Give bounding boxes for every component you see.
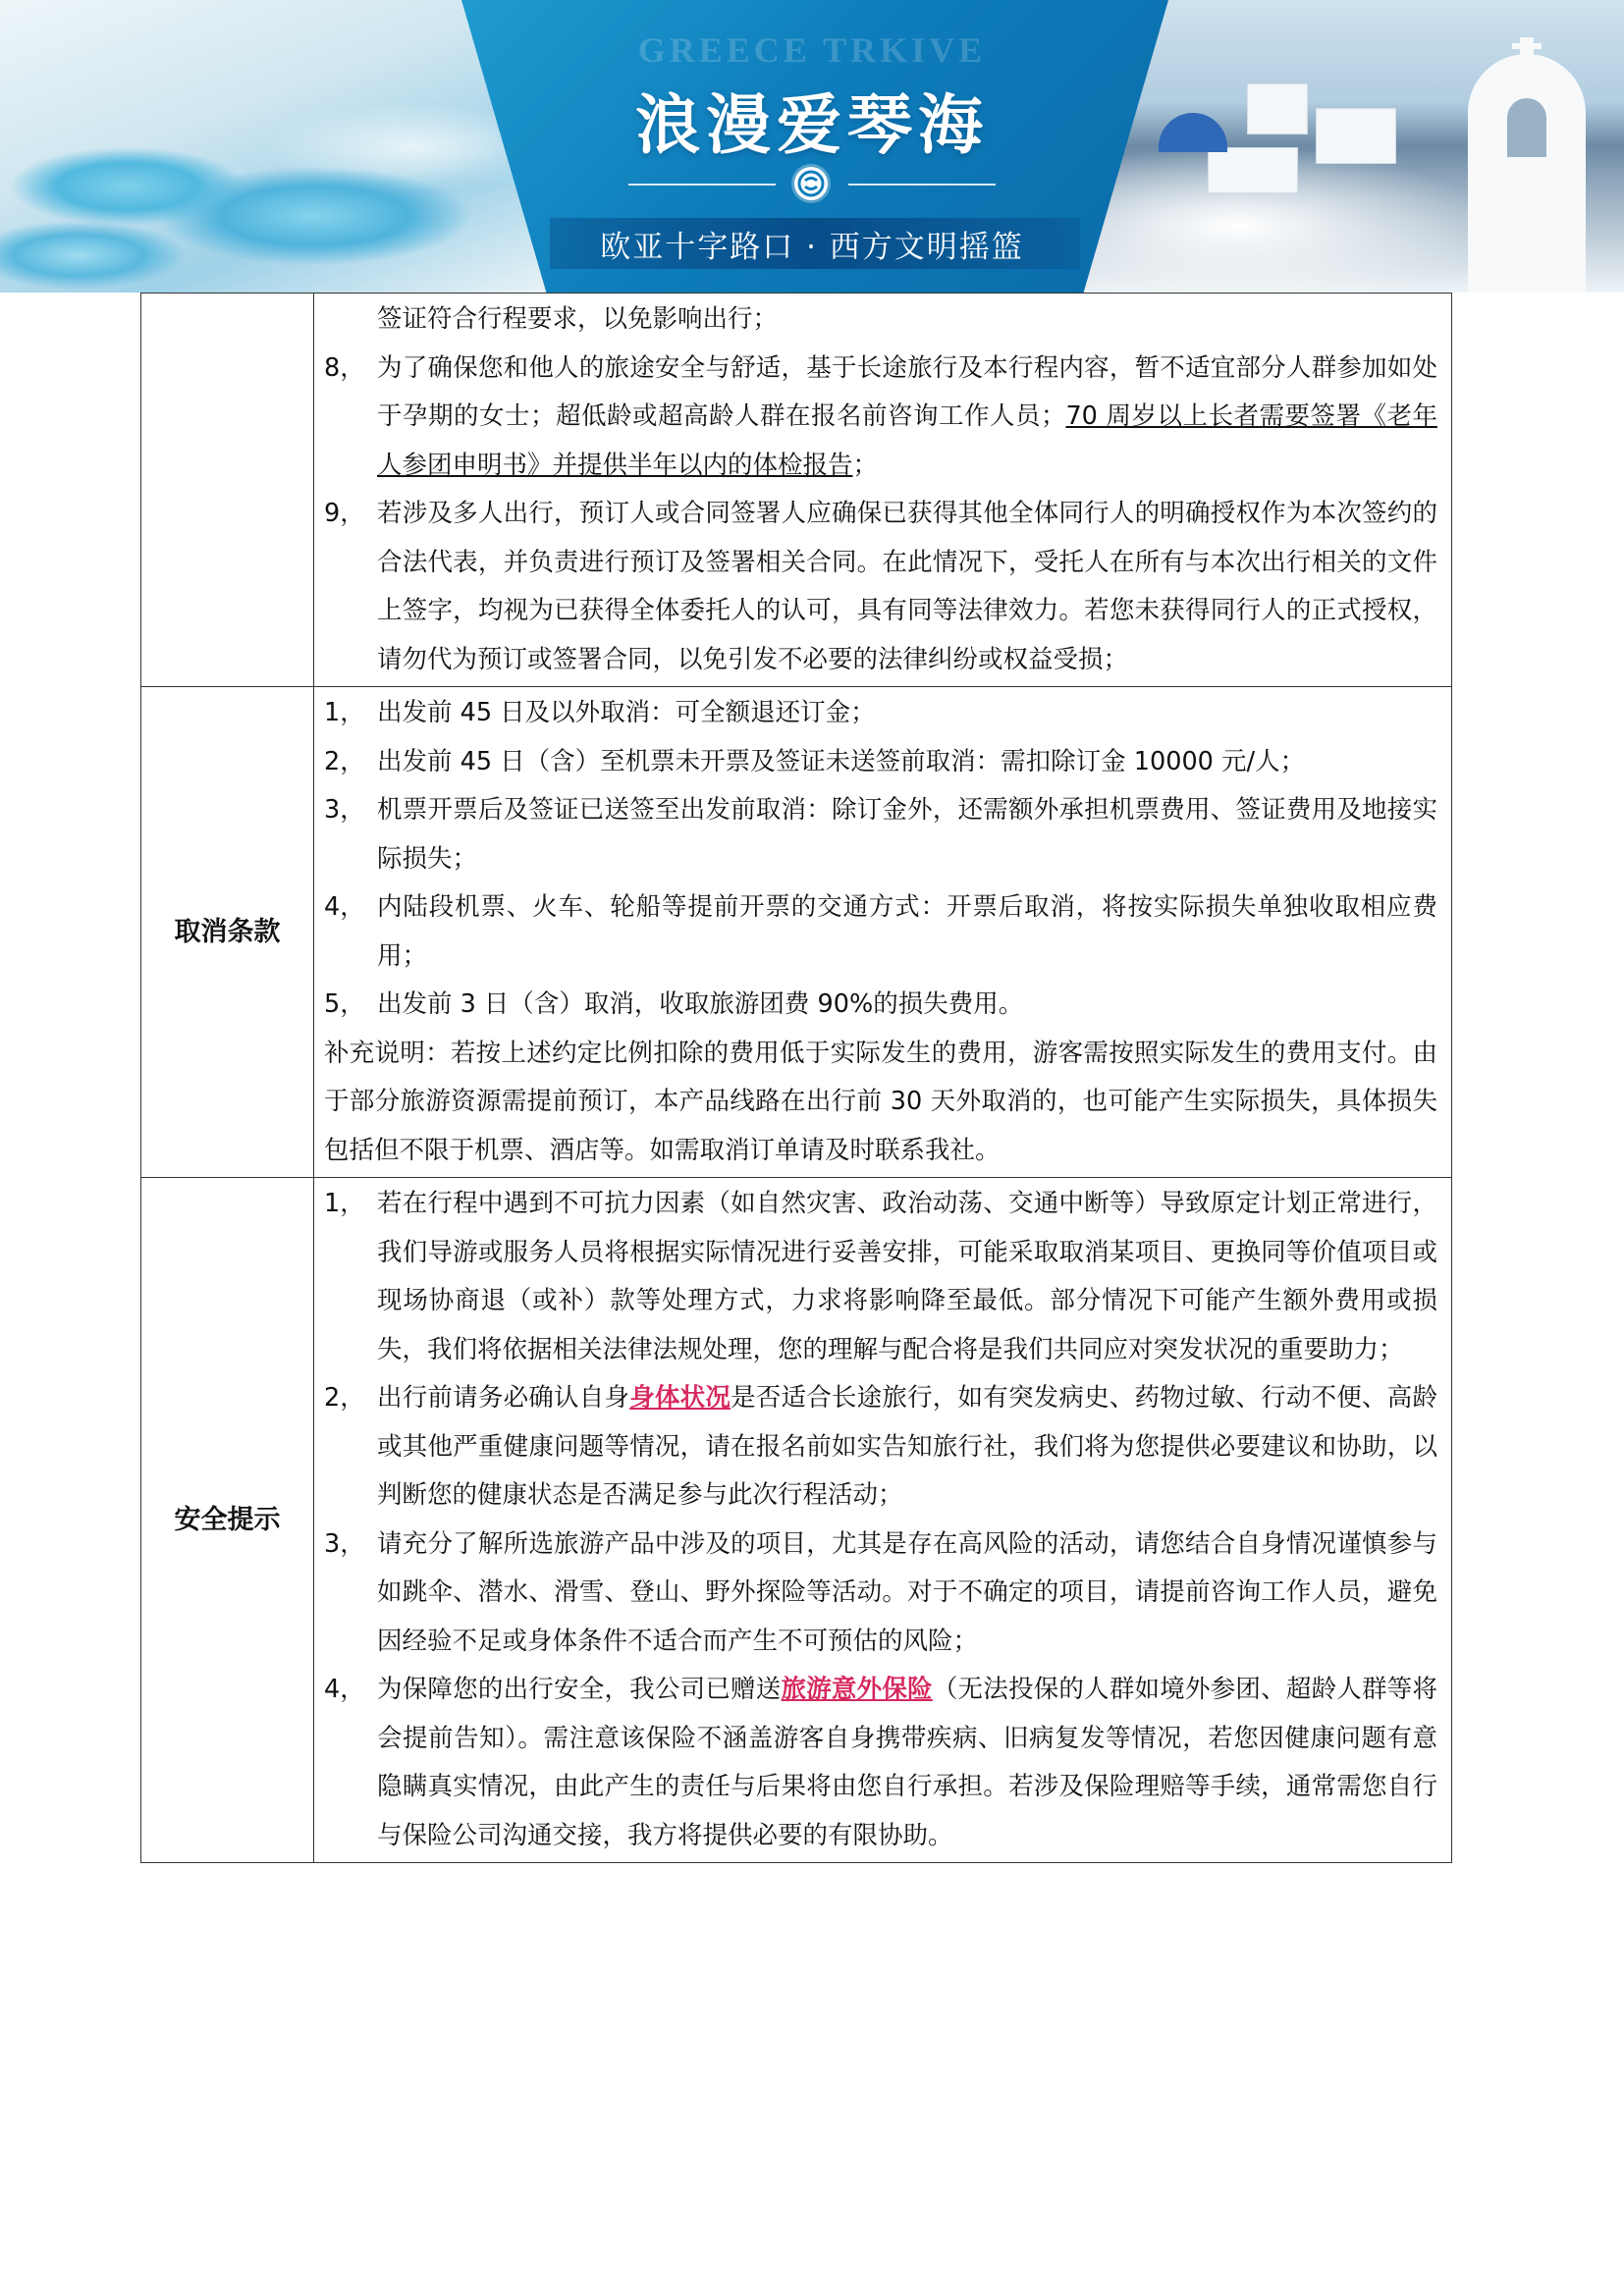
item-text: 若涉及多人出行，预订人或合同签署人应确保已获得其他全体同行人的明确授权作为本次签约的合法代表，并负责进行预订及签署相关合同。在此情况下，受托人在所有与本次出行相关的文件上签字，均视为已获得全体委托人的认可，具有同等法律效力。若您未获得同行人的正式授权，请勿代为预订或签署合同，以免引发不必要的法律纠纷或权益受损； [377,499,1437,674]
list-item [324,1180,1437,1374]
item-text-part: 是否适合长途旅行，如有突发病史、药物过敏、行动不便、高龄或其他严重健康问题等情况，请在报名前如实告知旅行社，我们将为您提供必要建议和协助，以判断您的健康状态是否满足参与此次行程活动； [377,1383,1437,1510]
row-content [314,687,1452,1178]
list-item [324,1521,1437,1667]
table-row [141,1178,1452,1863]
item-number: 8， [324,352,365,383]
item-text: 请充分了解所选旅游产品中涉及的项目，尤其是存在高风险的活动，请您结合自身情况谨慎参与如跳伞、潜水、滑雪、登山、野外探险等活动。对于不确定的项目，请提前咨询工作人员，避免因经验不足或身体条件不适合而产生不可预估的风险； [377,1528,1437,1656]
item-text-part: 为了确保您和他人的旅途安全与舒适，基于长途旅行及本行程内容，暂不适宜部分人群参加如处于孕期的女士；超低龄或超高龄人群在报名前咨询工作人员； [377,352,1437,431]
item-text: 机票开票后及签证已送签至出发前取消：除订金外，还需额外承担机票费用、签证费用及地接实际损失； [377,795,1437,874]
table-row [141,294,1452,687]
item-text: 若在行程中遇到不可抗力因素（如自然灾害、政治动荡、交通中断等）导致原定计划正常进行，我们导游或服务人员将根据实际情况进行妥善安排，可能采取取消某项目、更换同等价值项目或现场协商退（或补）款等处理方式，力求将影响降至最低。部分情况下可能产生额外费用或损失，我们将依据相关法律法规处理，您的理解与配合将是我们共同应对突发状况的重要助力； [377,1189,1437,1364]
banner-ghost-text: GREECE TRKIVE [637,30,987,70]
banner-subtitle: 欧亚十字路口 · 西方文明摇篮 [600,230,1024,265]
item-number: 1， [324,698,365,727]
row-label-safety: 安全提示 [141,1178,314,1863]
row-content [314,1178,1452,1863]
continuation-text: 签证符合行程要求，以免影响出行； [377,304,779,334]
list-item [324,689,1437,738]
item-text-tail: ； [852,450,879,480]
item-number: 5， [324,989,365,1019]
item-number: 4， [324,892,365,922]
highlighted-text: 身体状况 [629,1383,731,1413]
row-label-cancellation: 取消条款 [141,687,314,1178]
divider [628,184,776,186]
row-label [141,294,314,687]
logo-icon [794,167,828,200]
table-row [141,687,1452,1178]
item-text-part: （无法投保的人群如境外参团、超龄人群等将会提前告知）。需注意该保险不涵盖游客自身携带疾病、旧病复发等情况，若您因健康问题有意隐瞒真实情况，由此产生的责任与后果将由您自行承担。若涉及保险理赔等手续，通常需您自行与保险公司沟通交接，我方将提供必要的有限协助。 [377,1675,1437,1850]
item-text: 内陆段机票、火车、轮船等提前开票的交通方式：开票后取消，将按实际损失单独收取相应费用； [377,892,1437,971]
divider [848,184,996,186]
item-number: 3， [324,1528,365,1559]
item-text [377,1374,1437,1521]
list-item [324,738,1437,787]
header-banner [0,0,1624,293]
item-number: 9， [324,499,365,528]
list-item [324,883,1437,981]
row-content [314,294,1452,687]
item-text-part: 出行前请务必确认自身 [377,1383,630,1413]
item-text [377,1666,1437,1860]
list-item [324,490,1437,684]
item-number: 4， [324,1675,365,1704]
item-text: 出发前 45 日（含）至机票未开票及签证未送签前取消：需扣除订金 10000 元/人； [377,746,1306,776]
underlined-text: 70 周岁以上长者需要签署《老年人参团申明书》并提供半年以内的体检报告 [377,401,1437,480]
item-number: 3， [324,795,365,825]
terms-table [140,293,1452,1863]
list-item [324,981,1437,1030]
item-text: 出发前 3 日（含）取消，收取旅游团费 90%的损失费用。 [377,989,1024,1019]
list-item [324,345,1437,491]
item-number: 2， [324,746,365,776]
item-number: 1， [324,1189,365,1218]
highlighted-text: 旅游意外保险 [781,1675,933,1704]
list-item [324,1374,1437,1521]
item-text: 出发前 45 日及以外取消：可全额退还订金； [377,698,876,727]
item-number: 2， [324,1383,365,1413]
list-item [324,1666,1437,1860]
item-text [377,345,1437,491]
item-text-part: 为保障您的出行安全，我公司已赠送 [377,1675,782,1704]
supplementary-note: 补充说明：若按上述约定比例扣除的费用低于实际发生的费用，游客需按照实际发生的费用支付。由于部分旅游资源需提前预订，本产品线路在出行前 30 天外取消的，也可能产生实际损失，具体损失包括但不限于机票、酒店等。如需取消订单请及时联系我社。 [324,1038,1437,1165]
banner-title: 浪漫爱琴海 [635,86,989,163]
list-item [324,786,1437,883]
